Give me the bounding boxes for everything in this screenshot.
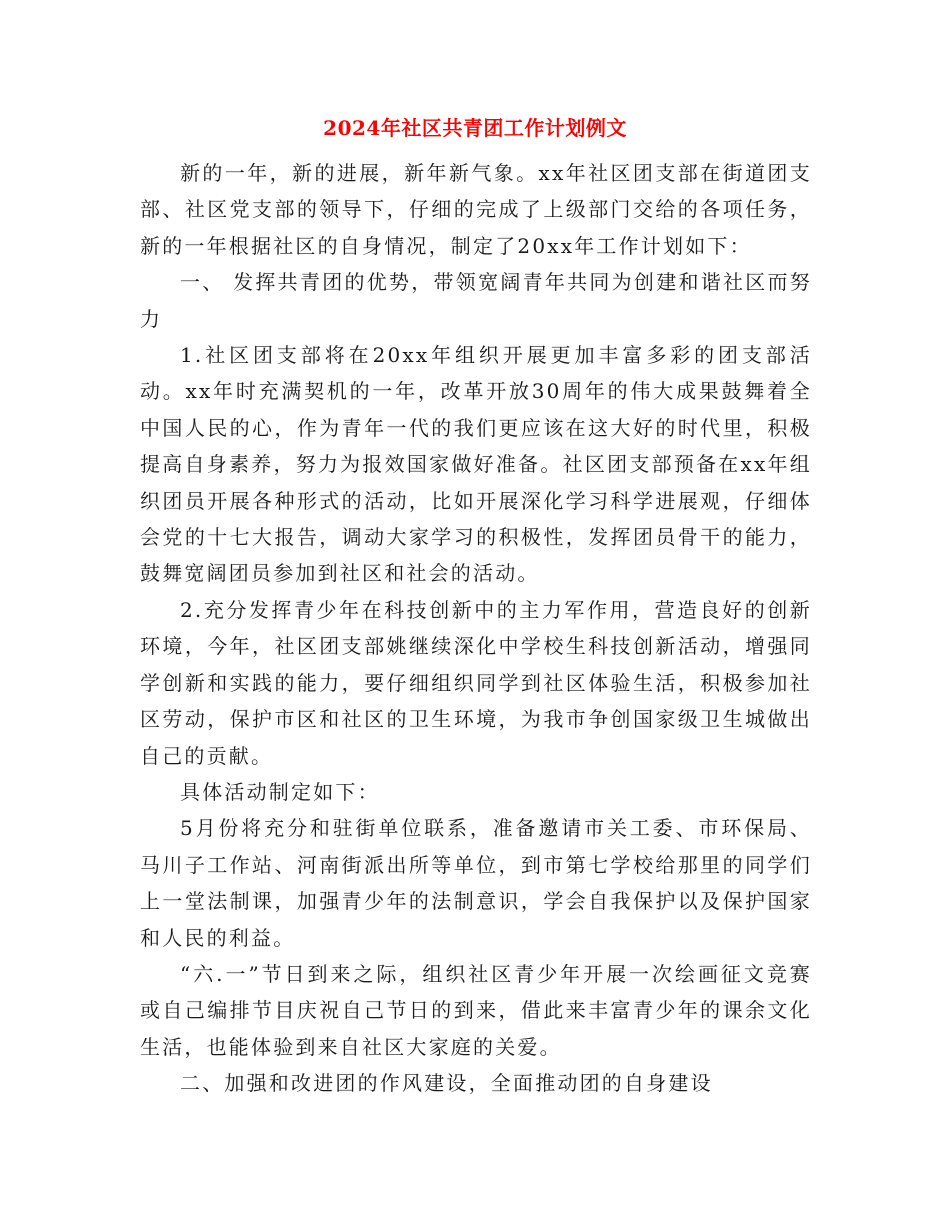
paragraph-item-2: 2.充分发挥青少年在科技创新中的主力军作用，营造良好的创新环境，今年，社区团支部姚继续深化中学校生科技创新活动，增强同学创新和实践的能力，要仔细组织同学到社区体验生活，积极参加社区劳动，保护市区和社区的卫生环境，为我市争创国家级卫生城做出自己的贡献。 [140,597,812,768]
document-body [140,155,812,1102]
document-title: 2024年社区共青团工作计划例文 [323,116,627,140]
paragraph-section-one-heading: 一、 发挥共青团的优势，带领宽阔青年共同为创建和谐社区而努力 [140,270,812,331]
paragraph-activities-heading: 具体活动制定如下： [180,779,380,804]
paragraph-may-activity: 5月份将充分和驻街单位联系，准备邀请市关工委、市环保局、马川子工作站、河南街派出所等单位，到市第七学校给那里的同学们上一堂法制课，加强青少年的法制意识，学会自我保护以及保护国家和人民的利益。 [140,816,812,950]
paragraph-item-1: 1.社区团支部将在20xx年组织开展更加丰富多彩的团支部活动。xx年时充满契机的一年，改革开放30周年的伟大成果鼓舞着全中国人民的心，作为青年一代的我们更应该在这大好的时代里，积极提高自身素养，努力为报效国家做好准备。社区团支部预备在xx年组织团员开展各种形式的活动，比如开展深化学习科学进展观，仔细体会党的十七大报告，调动大家学习的积极性，发挥团员骨干的能力，鼓舞宽阔团员参加到社区和社会的活动。 [140,343,812,586]
paragraph-section-two-heading: 二、加强和改进团的作风建设，全面推动团的自身建设 [180,1071,713,1096]
paragraph-intro: 新的一年，新的进展，新年新气象。xx年社区团支部在街道团支部、社区党支部的领导下，仔细的完成了上级部门交给的各项任务，新的一年根据社区的自身情况，制定了20xx年工作计划如下： [140,161,812,258]
paragraph-june-activity: “六.一”节日到来之际，组织社区青少年开展一次绘画征文竞赛或自己编排节目庆祝自己节日的到来，借此来丰富青少年的课余文化生活，也能体验到来自社区大家庭的关爱。 [140,961,812,1059]
